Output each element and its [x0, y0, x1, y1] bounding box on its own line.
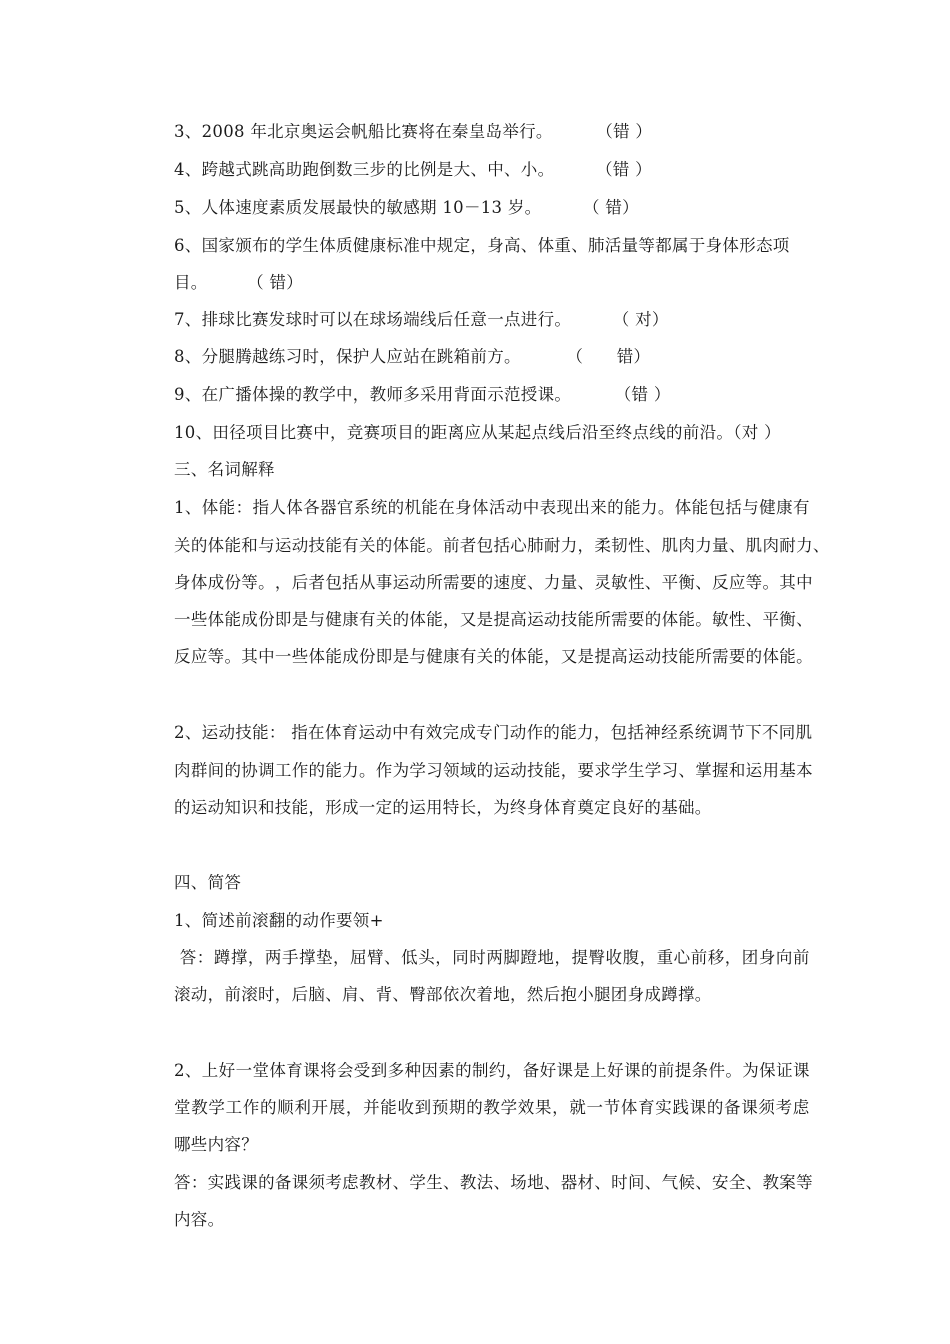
definition-line: 身 体 成 份 等 。 ， 后 者 包 括 从 事 运 动 所 需 要 的 速 度 、 力 量 、 灵 敏 性 、 平 衡 、 反 应 等 。 其 中	[174, 573, 813, 592]
tf-question: 6、国家颁布的学生体质健康标准中规定，身高、体重、肺活量等都属于身体形态项	[174, 236, 790, 255]
tf-answer: （错 ）	[595, 160, 652, 179]
tf-question: 9、在广播体操的教学中，教师多采用背面示范授课。	[174, 385, 572, 404]
answer-line: 答 ： 实 践 课 的 备 课 须 考 虑 教 材 、 学 生 、 教 法 、 场 地 、 器 材 、 时 间 、 气 候 、 安 全 、 教 案 等	[174, 1173, 813, 1192]
tf-question: 5、人体速度素质发展最快的敏感期 10－13 岁。	[174, 198, 542, 217]
tf-answer: （ 错）	[247, 273, 304, 292]
tf-question: 3、2008 年北京奥运会帆船比赛将在秦皇岛举行。	[174, 122, 553, 141]
tf-question: 8、分腿腾越练习时，保护人应站在跳箱前方。	[174, 347, 521, 366]
question-line: 1、简述前滚翻的动作要领+	[174, 911, 384, 930]
tf-item-7	[174, 309, 814, 331]
tf-question-cont: 目。	[174, 273, 208, 292]
tf-question: 4、跨越式跳高助跑倒数三步的比例是大、中、小。	[174, 160, 555, 179]
tf-item-5	[174, 197, 814, 219]
tf-item-3	[174, 121, 814, 143]
answer-line: 内容。	[174, 1210, 225, 1229]
question-line: 2 、 上 好 一 堂 体 育 课 将 会 受 到 多 种 因 素 的 制 约 ， 备 好 课 是 上 好 课 的 前 提 条 件 。 为 保 证 课	[174, 1061, 810, 1080]
tf-question: 10、田径项目比赛中，竞赛项目的距离应从某起点线后沿至终点线的前沿。（对 ）	[174, 423, 781, 442]
tf-item-6-line2	[174, 272, 814, 294]
definition-line: 一 些 体 能 成 份 即 是 与 健 康 有 关 的 体 能 ， 又 是 提 高 运 动 技 能 所 需 要 的 体 能 。 敏 性 、 平 衡 、	[174, 610, 813, 629]
tf-question: 7、排球比赛发球时可以在球场端线后任意一点进行。	[174, 310, 572, 329]
definition-line: 反 应 等 。 其 中 一 些 体 能 成 份 即 是 与 健 康 有 关 的 体 能 ， 又 是 提 高 运 动 技 能 所 需 要 的 体 能 。	[174, 647, 813, 666]
tf-answer: （ 错）	[583, 198, 639, 217]
tf-item-8	[174, 346, 814, 368]
tf-item-6-line1	[174, 235, 814, 257]
tf-answer: （ 错）	[566, 347, 651, 366]
tf-item-9	[174, 384, 814, 406]
definition-line: 的运动知识和技能，形成一定的运用特长，为终身体育奠定良好的基础。	[174, 798, 712, 817]
tf-item-10	[174, 422, 814, 444]
definition-line: 关 的 体 能 和 与 运 动 技 能 有 关 的 体 能 。 前 者 包 括 心 肺 耐 力 ， 柔 韧 性 、 肌 肉 力 量 、 肌 肉 耐 力 、	[174, 536, 830, 555]
section-heading-definitions: 三、名词解释	[174, 460, 275, 479]
tf-answer: （错 ）	[596, 122, 653, 141]
tf-answer: （ 对）	[612, 310, 669, 329]
question-line: 哪些内容？	[174, 1135, 258, 1154]
tf-answer: （错 ）	[614, 385, 671, 404]
section-heading-short-answer: 四、简答	[174, 873, 242, 892]
answer-line: 答 ： 蹲 撑 ， 两 手 撑 垫 ， 屈 臂 、 低 头 ， 同 时 两 脚 蹬 地 ， 提 臀 收 腹 ， 重 心 前 移 ， 团 身 向 前	[179, 948, 810, 967]
answer-line: 滚动，前滚时，后脑、肩、背、臀部依次着地，然后抱小腿团身成蹲撑。	[174, 985, 712, 1004]
definition-line: 2 、 运 动 技 能 ： 指 在 体 育 运 动 中 有 效 完 成 专 门 动 作 的 能 力 ， 包 括 神 经 系 统 调 节 下 不 同 肌	[174, 723, 813, 742]
definition-line: 1 、 体 能 ： 指 人 体 各 器 官 系 统 的 机 能 在 身 体 活 动 中 表 现 出 来 的 能 力 。 体 能 包 括 与 健 康 有	[174, 498, 810, 517]
tf-item-4	[174, 159, 814, 181]
definition-line: 肉 群 间 的 协 调 工 作 的 能 力 。 作 为 学 习 领 域 的 运 动 技 能 ， 要 求 学 生 学 习 、 掌 握 和 运 用 基 本	[174, 761, 813, 780]
question-line: 堂 教 学 工 作 的 顺 利 开 展 ， 并 能 收 到 预 期 的 教 学 效 果 ， 就 一 节 体 育 实 践 课 的 备 课 须 考 虑	[174, 1098, 810, 1117]
